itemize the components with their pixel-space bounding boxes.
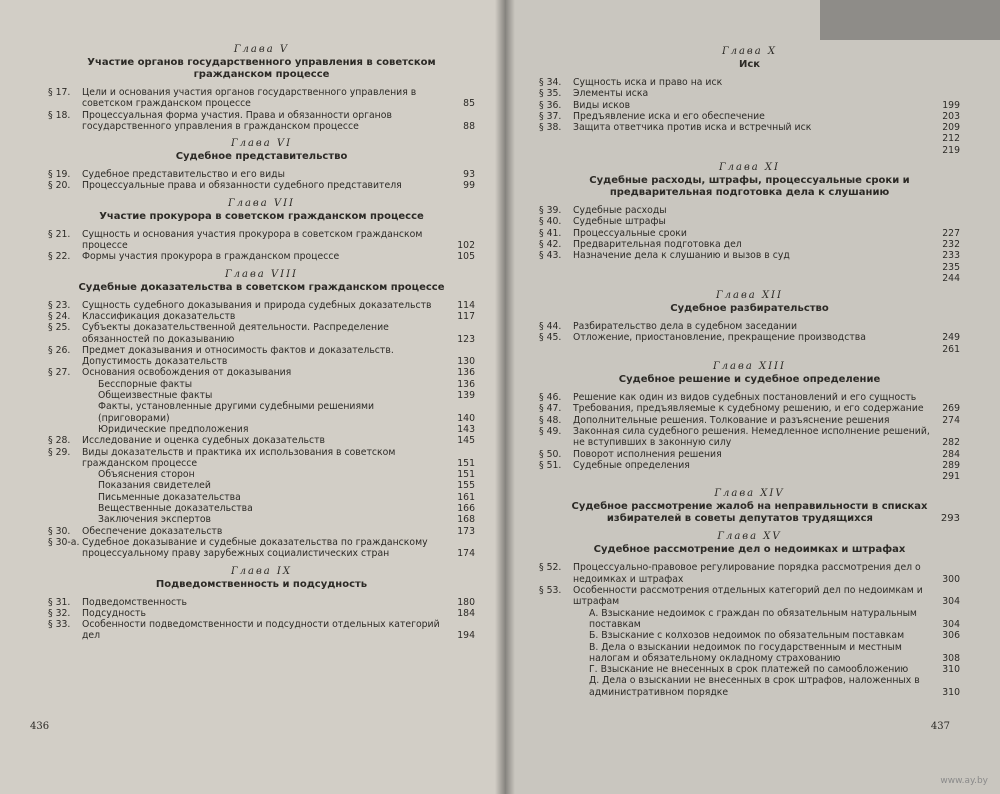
section-number: § 25. xyxy=(48,322,71,334)
section-title: Юридические предположения xyxy=(98,423,249,435)
page-ref: 99 xyxy=(463,180,475,192)
section-title: Г. Взыскание не внесенных в срок платежей по самообложению xyxy=(589,664,909,676)
section-title: Отложение, приостановление, прекращение производства xyxy=(573,332,866,344)
section-number: § 45. xyxy=(539,332,562,344)
toc-entry xyxy=(539,205,960,216)
section-title: Общеизвестные факты xyxy=(98,390,213,402)
chapter-title-text: Судебное решение и судебное определение xyxy=(618,374,881,386)
section-title: Предъявление иска и его обеспечение xyxy=(573,110,765,122)
page-ref: 139 xyxy=(457,390,475,402)
chapter-title-text: Судебные расходы, штрафы, процессуальные сроки и предварительная подготовка дела к слушанию xyxy=(589,175,910,199)
page-ref: 306 xyxy=(942,630,960,642)
toc-entry xyxy=(48,469,475,480)
section-title: Разбирательство дела в судебном заседании xyxy=(573,321,797,333)
toc-entry xyxy=(48,345,475,356)
page-ref: 209 xyxy=(942,122,960,134)
section-number: § 22. xyxy=(48,251,71,263)
folded-page-corner xyxy=(820,0,1000,40)
page-ref: 227 xyxy=(942,227,960,239)
toc-entry xyxy=(48,229,475,252)
section-number: § 29. xyxy=(48,446,71,458)
section-title: Д. Дела о взыскании не внесенных в срок штрафов, наложенных в административном порядке xyxy=(589,675,920,698)
toc-entry xyxy=(48,390,475,401)
toc-entry xyxy=(48,537,475,560)
page-ref: 289 xyxy=(942,459,960,471)
toc-entry xyxy=(539,273,960,284)
chapter-title-text: Судебное представительство xyxy=(175,151,348,163)
toc-entry xyxy=(48,356,475,367)
page-ref: 203 xyxy=(942,110,960,122)
chapter-title-text: Иск xyxy=(738,59,761,70)
chapter-label: Глава XIV xyxy=(714,488,785,500)
toc-entry xyxy=(539,332,960,343)
section-number: § 27. xyxy=(48,367,71,379)
page-ref: 310 xyxy=(942,686,960,698)
section-number: § 26. xyxy=(48,344,71,356)
chapter-title xyxy=(48,282,475,294)
toc-entry xyxy=(539,133,960,144)
toc-entry xyxy=(539,630,960,641)
chapter-title xyxy=(539,501,960,525)
page-ref: 304 xyxy=(942,596,960,608)
section-title: Основания освобождения от доказывания xyxy=(82,367,292,379)
toc-entry xyxy=(539,77,960,88)
page-ref: 117 xyxy=(457,310,475,322)
chapter-title-page: 293 xyxy=(940,513,960,525)
section-number: § 46. xyxy=(539,392,562,404)
chapter-title-text: Подведомственность и подсудность xyxy=(155,578,368,590)
page-number-left: 436 xyxy=(30,721,50,732)
section-title: Бесспорные факты xyxy=(98,378,193,390)
section-number: § 50. xyxy=(539,448,562,460)
chapter-title xyxy=(48,211,475,223)
chapter-title-text: Участие прокурора в советском гражданском процессе xyxy=(99,210,424,222)
section-number: § 39. xyxy=(539,205,562,217)
toc-entry xyxy=(539,664,960,675)
toc-entry xyxy=(48,401,475,424)
page-ref: 93 xyxy=(463,169,475,181)
toc-entry xyxy=(539,562,960,585)
page-ref: 310 xyxy=(942,664,960,676)
toc-entry xyxy=(48,180,475,191)
page-ref: 105 xyxy=(457,251,475,263)
page-ref: 136 xyxy=(457,367,475,379)
chapter-title xyxy=(48,57,475,81)
toc-entry xyxy=(539,250,960,261)
page-ref: 219 xyxy=(942,144,960,156)
section-title: Подведомственность xyxy=(82,596,188,608)
toc-entry xyxy=(48,447,475,470)
page-ref: 140 xyxy=(457,412,475,424)
right-toc xyxy=(539,46,960,698)
page-ref: 284 xyxy=(942,448,960,460)
toc-entry xyxy=(48,597,475,608)
section-number: § 51. xyxy=(539,459,562,471)
section-number: § 19. xyxy=(48,169,71,181)
page-ref: 261 xyxy=(942,343,960,355)
page-ref: 291 xyxy=(942,471,960,483)
page-ref: 114 xyxy=(457,299,475,311)
page-ref: 155 xyxy=(457,480,475,492)
page-ref: 235 xyxy=(942,261,960,273)
page-ref: 282 xyxy=(942,437,960,449)
chapter-label: Глава XI xyxy=(719,162,780,174)
section-title: Законная сила судебного решения. Немедленное исполнение решений, не вступивших в законную силу xyxy=(573,425,930,449)
section-title: Процессуальные права и обязанности судебного представителя xyxy=(82,180,402,192)
section-title: А. Взыскание недоимок с граждан по обязательным натуральным поставкам xyxy=(589,607,917,630)
toc-entry xyxy=(48,379,475,390)
toc-entry xyxy=(539,608,960,631)
page-ref: 212 xyxy=(942,133,960,145)
chapter-label: Глава XV xyxy=(717,531,782,543)
section-title: Виды доказательств и практика их использования в советском гражданском процессе xyxy=(82,446,396,469)
section-title: Цели и основания участия органов государственного управления в советском гражданском процессе xyxy=(82,87,417,110)
page-ref: 161 xyxy=(457,491,475,503)
section-title: Защита ответчика против иска и встречный иск xyxy=(573,122,812,134)
toc-entry xyxy=(539,216,960,227)
page-ref: 300 xyxy=(942,573,960,585)
section-number: § 35. xyxy=(539,88,562,100)
section-number: § 30. xyxy=(48,525,71,537)
book-gutter xyxy=(495,0,515,794)
section-title: Предмет доказывания и относимость фактов и доказательств. xyxy=(82,344,394,356)
page-ref: 145 xyxy=(457,435,475,447)
toc-entry xyxy=(48,514,475,525)
section-number: § 38. xyxy=(539,122,562,134)
chapter-title xyxy=(539,544,960,556)
section-title: Судебные штрафы xyxy=(573,216,666,228)
chapter-label: Глава XIII xyxy=(713,361,786,373)
toc-entry xyxy=(48,251,475,262)
right-page xyxy=(505,0,1000,794)
section-number: § 33. xyxy=(48,619,71,631)
section-number: § 49. xyxy=(539,425,562,437)
section-title: Сущность иска и право на иск xyxy=(573,77,723,88)
section-title: Элементы иска xyxy=(573,88,649,100)
section-title: Процессуальные сроки xyxy=(573,227,687,239)
toc-entry xyxy=(539,675,960,698)
chapter-label: Глава VII xyxy=(227,197,296,209)
page-ref: 173 xyxy=(457,525,475,537)
chapter-title xyxy=(48,579,475,591)
section-title: Формы участия прокурора в гражданском процессе xyxy=(82,251,340,263)
toc-entry xyxy=(48,619,475,642)
toc-entry xyxy=(48,169,475,180)
section-title: Требования, предъявляемые к судебному решению, и его содержание xyxy=(573,403,924,415)
section-number: § 41. xyxy=(539,227,562,239)
page-ref: 194 xyxy=(457,630,475,642)
section-title: Исследование и оценка судебных доказательств xyxy=(82,435,326,447)
section-number: § 36. xyxy=(539,99,562,111)
section-title: Процессуально-правовое регулирование порядка рассмотрения дел о недоимках и штрафах xyxy=(573,562,921,585)
page-ref: 274 xyxy=(942,414,960,426)
chapter-title xyxy=(539,303,960,315)
toc-entry xyxy=(539,228,960,239)
section-number: § 17. xyxy=(48,87,71,98)
page-ref: 130 xyxy=(457,356,475,368)
toc-entry xyxy=(539,471,960,482)
page-number-right: 437 xyxy=(930,721,950,732)
toc-entry xyxy=(48,322,475,345)
chapter-label: Глава XII xyxy=(716,290,783,302)
chapter-label: Глава VI xyxy=(230,138,293,150)
toc-entry xyxy=(539,585,960,608)
toc-entry xyxy=(539,145,960,156)
chapter-title xyxy=(48,151,475,163)
toc-entry xyxy=(48,480,475,491)
page-ref: 249 xyxy=(942,332,960,344)
section-title: Дополнительные решения. Толкование и разъяснение решения xyxy=(573,414,890,426)
toc-entry xyxy=(539,100,960,111)
section-number: § 44. xyxy=(539,321,562,333)
toc-entry xyxy=(539,392,960,403)
toc-entry xyxy=(48,424,475,435)
section-title: Классификация доказательств xyxy=(82,310,236,322)
section-title: Особенности подведомственности и подсудности отдельных категорий дел xyxy=(82,619,440,642)
section-number: § 23. xyxy=(48,299,71,311)
chapter-title-text: Судебное разбирательство xyxy=(670,303,829,315)
page-ref: 151 xyxy=(457,457,475,469)
page-ref: 123 xyxy=(457,333,475,345)
section-title: Решение как один из видов судебных постановлений и его сущность xyxy=(573,392,917,404)
chapter-label: Глава X xyxy=(721,46,778,57)
toc-entry xyxy=(539,122,960,133)
section-title: Субъекты доказательственной деятельности. Распределение обязанностей по доказыванию xyxy=(82,322,389,345)
toc-entry xyxy=(48,435,475,446)
section-title: Сущность судебного доказывания и природа судебных доказательств xyxy=(82,299,432,311)
section-title: Б. Взыскание с колхозов недоимок по обязательным поставкам xyxy=(589,630,905,642)
chapter-title-text: Участие органов государственного управления в советском гражданском процессе xyxy=(87,57,436,80)
chapter-title-text: Судебные доказательства в советском гражданском процессе xyxy=(78,281,445,293)
section-title: Допустимость доказательств xyxy=(82,356,228,368)
chapter-label: Глава IX xyxy=(231,565,292,577)
section-number: § 34. xyxy=(539,77,562,88)
page-ref: 151 xyxy=(457,469,475,481)
section-number: § 52. xyxy=(539,562,562,574)
section-number: § 31. xyxy=(48,596,71,608)
page-ref: 269 xyxy=(942,403,960,415)
page-ref: 88 xyxy=(463,120,475,132)
section-title: Факты, установленные другими судебными решениями (приговорами) xyxy=(98,401,375,424)
section-number: § 43. xyxy=(539,250,562,262)
section-title: Сущность и основания участия прокурора в советском гражданском процессе xyxy=(82,228,423,252)
section-title: Обеспечение доказательств xyxy=(82,525,223,537)
page-ref: 244 xyxy=(942,272,960,284)
toc-entry xyxy=(48,300,475,311)
page-ref: 308 xyxy=(942,652,960,664)
page-ref: 232 xyxy=(942,238,960,250)
toc-entry xyxy=(48,526,475,537)
section-title: Судебное доказывание и судебные доказательства по гражданскому процессуальному праву зарубежных социалистических стран xyxy=(82,536,428,560)
toc-entry xyxy=(539,111,960,122)
toc-entry xyxy=(539,239,960,250)
section-title: Показания свидетелей xyxy=(98,480,211,492)
section-title: Предварительная подготовка дел xyxy=(573,238,742,250)
section-number: § 48. xyxy=(539,414,562,426)
page-ref: 180 xyxy=(457,596,475,608)
section-title: Назначение дела к слушанию и вызов в суд xyxy=(573,250,790,262)
toc-entry xyxy=(48,311,475,322)
toc-entry xyxy=(539,344,960,355)
section-title: Заключения экспертов xyxy=(98,514,212,526)
section-title: Судебные расходы xyxy=(573,205,667,217)
toc-entry xyxy=(48,367,475,378)
left-toc xyxy=(48,44,475,642)
page-ref: 233 xyxy=(942,250,960,262)
chapter-title-text: Судебное рассмотрение дел о недоимках и штрафах xyxy=(593,544,906,556)
page-ref: 143 xyxy=(457,423,475,435)
chapter-title-text: Судебное рассмотрение жалоб на неправильности в списках избирателей в советы депутатов трудящихся xyxy=(571,501,928,525)
section-number: § 24. xyxy=(48,310,71,322)
section-title: Процессуальная форма участия. Права и обязанности органов государственного управления в гражданском процессе xyxy=(82,109,392,132)
section-title: Поворот исполнения решения xyxy=(573,448,722,460)
toc-entry xyxy=(539,642,960,665)
section-number: § 42. xyxy=(539,238,562,250)
section-title: Судебное представительство и его виды xyxy=(82,169,285,181)
chapter-label: Глава VIII xyxy=(225,268,298,280)
section-title: Особенности рассмотрения отдельных категорий дел по недоимкам и штрафам xyxy=(573,585,923,608)
section-number: § 21. xyxy=(48,228,71,240)
toc-entry xyxy=(539,88,960,99)
toc-entry xyxy=(539,403,960,414)
page-ref: 174 xyxy=(457,548,475,560)
page-ref: 199 xyxy=(942,99,960,111)
section-number: § 30-а. xyxy=(48,536,80,548)
toc-entry xyxy=(48,492,475,503)
section-title: Объяснения сторон xyxy=(98,469,195,481)
page-ref: 85 xyxy=(463,98,475,110)
chapter-title xyxy=(539,59,960,71)
page-ref: 102 xyxy=(457,240,475,252)
toc-entry xyxy=(539,262,960,273)
page-ref: 168 xyxy=(457,514,475,526)
page-ref: 304 xyxy=(942,618,960,630)
section-number: § 47. xyxy=(539,403,562,415)
toc-entry xyxy=(48,110,475,133)
watermark: www.ay.by xyxy=(940,776,988,786)
toc-entry xyxy=(48,503,475,514)
section-number: § 18. xyxy=(48,109,71,121)
toc-entry xyxy=(48,608,475,619)
section-number: § 28. xyxy=(48,435,71,447)
chapter-label: Глава V xyxy=(233,44,290,55)
section-title: Судебные определения xyxy=(573,459,690,471)
chapter-title xyxy=(539,374,960,386)
toc-entry xyxy=(539,426,960,449)
section-number: § 37. xyxy=(539,110,562,122)
section-title: Вещественные доказательства xyxy=(98,503,253,515)
section-title: В. Дела о взыскании недоимок по государственным и местным налогам и обязательному окладному страхованию xyxy=(589,641,902,664)
section-title: Письменные доказательства xyxy=(98,491,241,503)
page-ref: 184 xyxy=(457,607,475,619)
section-number: § 32. xyxy=(48,607,71,619)
toc-entry xyxy=(539,460,960,471)
chapter-title xyxy=(539,175,960,199)
toc-entry xyxy=(539,449,960,460)
page-ref: 136 xyxy=(457,378,475,390)
section-title: Виды исков xyxy=(573,99,631,111)
toc-entry xyxy=(48,87,475,110)
toc-entry xyxy=(539,415,960,426)
section-title: Подсудность xyxy=(82,607,146,619)
section-number: § 20. xyxy=(48,180,71,192)
page-ref: 166 xyxy=(457,503,475,515)
toc-entry xyxy=(539,321,960,332)
section-number: § 53. xyxy=(539,585,562,597)
section-number: § 40. xyxy=(539,216,562,228)
